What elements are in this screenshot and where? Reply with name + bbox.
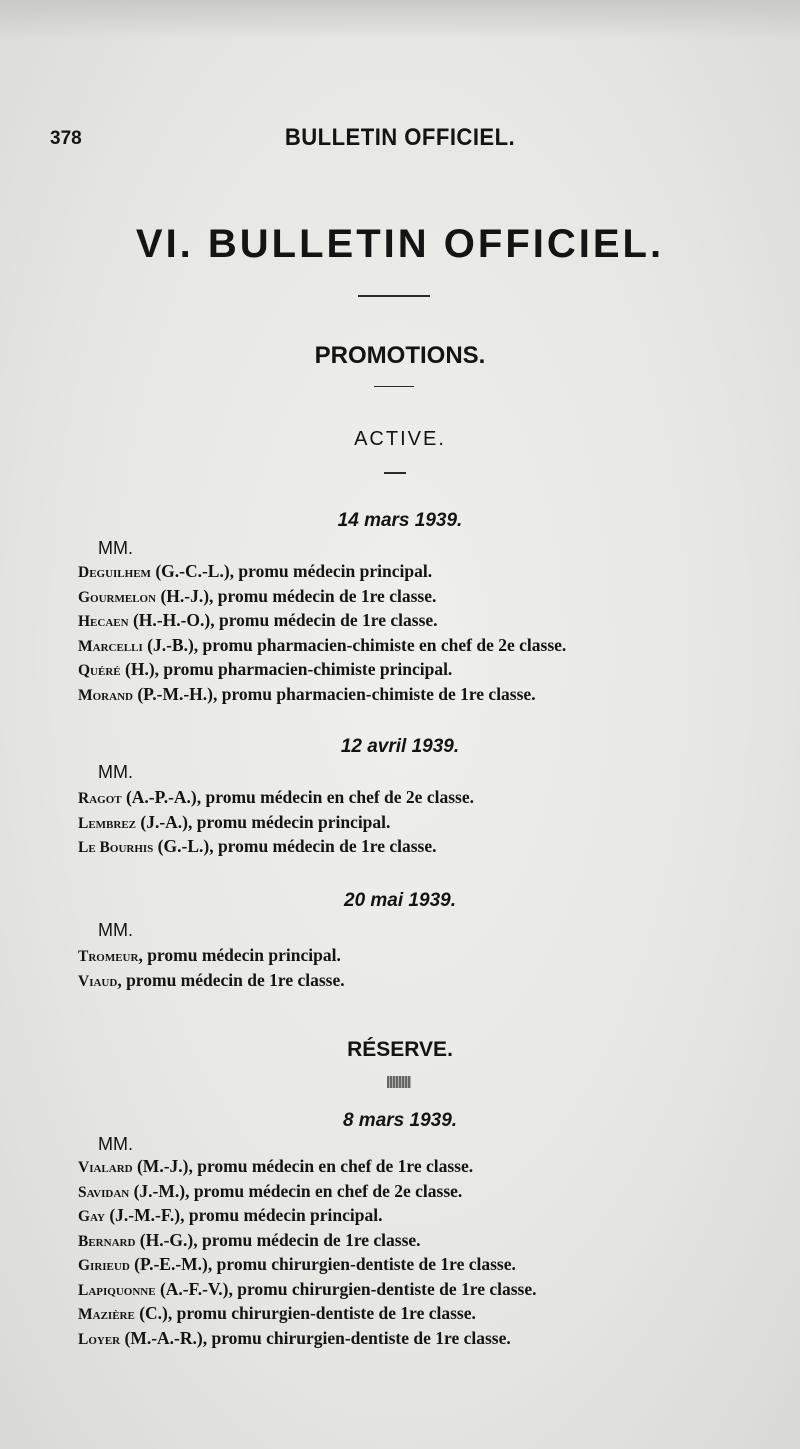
entry-text: (H.-G.), promu médecin de 1re classe. (135, 1229, 421, 1250)
entry-text: (H.-J.), promu médecin de 1re classe. (156, 585, 437, 606)
running-header (0, 124, 800, 154)
group-date: 20 mai 1939. (344, 890, 456, 911)
list-item (78, 609, 566, 634)
list-item (78, 634, 566, 659)
list-item (78, 811, 474, 836)
list-item (78, 786, 474, 811)
entry-name: Morand (78, 686, 133, 704)
entry-name: Savidan (78, 1183, 130, 1201)
entry-name: Mazière (78, 1306, 135, 1323)
promotion-list (78, 786, 474, 860)
entry-name: Deguilhem (78, 564, 151, 581)
list-item (78, 1278, 537, 1303)
ornament-icon (387, 1076, 411, 1088)
running-title: BULLETIN OFFICIEL. (284, 124, 516, 151)
entry-text: (J.-M.), promu médecin en chef de 2e classe. (129, 1180, 463, 1201)
entry-text: (C.), promu chirurgien-dentiste de 1re classe. (134, 1303, 476, 1323)
entry-name: Gay (78, 1208, 105, 1225)
promotion-list (78, 560, 566, 707)
entry-text: (P.-M.-H.), promu pharmacien-chimiste de 1re classe. (132, 683, 536, 704)
entry-name: Girieud (78, 1257, 130, 1274)
list-item (78, 1327, 537, 1352)
entry-text: (G.-L.), promu médecin de 1re classe. (153, 836, 437, 856)
divider-rule (358, 295, 430, 297)
list-item (78, 1155, 537, 1180)
list-item (78, 1229, 537, 1254)
list-item (78, 1180, 537, 1205)
entry-name: Hecaen (78, 613, 129, 630)
section-title: VI. BULLETIN OFFICIEL. (135, 222, 665, 266)
entry-name: Gourmelon (78, 588, 157, 606)
entry-name: Marcelli (78, 637, 143, 655)
group-date: 12 avril 1939. (340, 736, 460, 757)
entry-text: (P.-E.-M.), promu chirurgien-dentiste de 1re classe. (129, 1254, 516, 1274)
list-item (78, 585, 566, 610)
entry-text: (A.-F.-V.), promu chirurgien-dentiste de 1re classe. (155, 1278, 537, 1299)
entry-text: (G.-C.-L.), promu médecin principal. (150, 561, 433, 581)
list-item (78, 1253, 537, 1278)
entry-name: Bernard (78, 1232, 136, 1250)
entry-text: (M.-J.), promu médecin en chef de 1re classe. (132, 1156, 474, 1176)
list-item (78, 560, 566, 585)
salutation: MM. (98, 920, 133, 940)
entry-name: Vialard (78, 1159, 133, 1176)
entry-text: (H.), promu pharmacien-chimiste principal. (120, 659, 453, 679)
list-item (78, 1204, 537, 1229)
list-item (78, 835, 474, 860)
entry-text: (A.-P.-A.), promu médecin en chef de 2e classe. (121, 787, 474, 807)
entry-name: Quéré (78, 662, 121, 679)
entry-text: , promu médecin principal. (138, 945, 341, 965)
salutation: MM. (98, 762, 133, 782)
list-item (78, 658, 566, 683)
promotions-heading: PROMOTIONS. (314, 342, 486, 369)
list-item (78, 944, 345, 969)
salutation: MM. (98, 538, 133, 558)
entry-text: (J.-M.-F.), promu médecin principal. (104, 1205, 383, 1225)
entry-name: Tromeur (78, 948, 139, 965)
entry-text: (J.-A.), promu médecin principal. (136, 811, 391, 832)
entry-name: Lembrez (78, 814, 137, 832)
group-date: 8 mars 1939. (342, 1110, 458, 1131)
group-date: 14 mars 1939. (337, 510, 463, 531)
divider-rule (374, 386, 414, 387)
active-heading: ACTIVE. (354, 428, 446, 450)
list-item (78, 969, 345, 994)
list-item (78, 683, 566, 708)
entry-name: Loyer (78, 1330, 121, 1348)
entry-name: Ragot (78, 790, 122, 807)
entry-text: (M.-A.-R.), promu chirurgien-dentiste de 1re classe. (120, 1327, 511, 1348)
entry-text: (J.-B.), promu pharmacien-chimiste en chef de 2e classe. (142, 634, 567, 655)
entry-text: , promu médecin de 1re classe. (117, 969, 345, 990)
divider-rule (384, 472, 406, 474)
salutation: MM. (98, 1134, 133, 1154)
list-item (78, 1302, 537, 1327)
entry-name: Viaud (78, 972, 118, 990)
promotion-list (78, 1155, 537, 1351)
reserve-heading: RÉSERVE. (347, 1038, 453, 1061)
scan-shadow (0, 0, 800, 40)
page-number: 378 (50, 128, 82, 149)
entry-name: Le Bourhis (78, 839, 154, 856)
entry-name: Lapiquonne (78, 1281, 156, 1299)
entry-text: (H.-H.-O.), promu médecin de 1re classe. (128, 610, 438, 630)
promotion-list (78, 944, 345, 993)
